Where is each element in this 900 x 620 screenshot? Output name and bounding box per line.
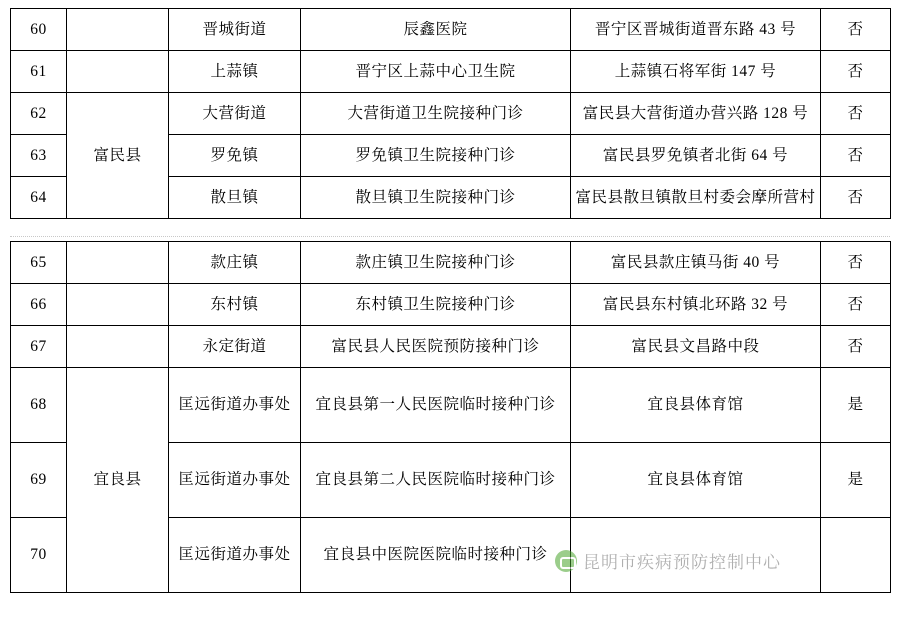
cell-area-empty xyxy=(67,242,169,284)
cell-site: 大营街道卫生院接种门诊 xyxy=(301,93,571,135)
cell-flag: 否 xyxy=(821,284,891,326)
cell-town: 款庄镇 xyxy=(169,242,301,284)
cell-no: 69 xyxy=(11,443,67,518)
page-break-divider xyxy=(10,236,890,237)
cell-site: 辰鑫医院 xyxy=(301,9,571,51)
table-row xyxy=(11,284,891,326)
cell-address: 富民县文昌路中段 xyxy=(571,326,821,368)
cell-flag: 是 xyxy=(821,368,891,443)
cell-no: 66 xyxy=(11,284,67,326)
table-row xyxy=(11,9,891,51)
cell-no: 65 xyxy=(11,242,67,284)
cell-town: 罗免镇 xyxy=(169,135,301,177)
cell-no: 64 xyxy=(11,177,67,219)
table-row xyxy=(11,326,891,368)
cell-site: 宜良县第一人民医院临时接种门诊 xyxy=(301,368,571,443)
cell-town: 永定街道 xyxy=(169,326,301,368)
cell-area: 富民县 xyxy=(67,93,169,219)
cell-town: 散旦镇 xyxy=(169,177,301,219)
cell-flag: 是 xyxy=(821,443,891,518)
cell-flag: 否 xyxy=(821,177,891,219)
cell-site: 东村镇卫生院接种门诊 xyxy=(301,284,571,326)
cell-no: 70 xyxy=(11,518,67,593)
cell-address: 富民县东村镇北环路 32 号 xyxy=(571,284,821,326)
cell-flag: 否 xyxy=(821,51,891,93)
cell-no: 61 xyxy=(11,51,67,93)
cell-area-empty xyxy=(67,9,169,51)
cell-site: 罗免镇卫生院接种门诊 xyxy=(301,135,571,177)
table-block-bottom xyxy=(0,241,891,593)
cell-no: 60 xyxy=(11,9,67,51)
cell-area-empty xyxy=(67,326,169,368)
cell-flag: 否 xyxy=(821,326,891,368)
cell-address: 宜良县体育馆 xyxy=(571,443,821,518)
cell-site: 富民县人民医院预防接种门诊 xyxy=(301,326,571,368)
cell-flag: 否 xyxy=(821,93,891,135)
cell-address: 宜良县体育馆 xyxy=(571,368,821,443)
table-row xyxy=(11,368,891,443)
cell-address: 富民县款庄镇马街 40 号 xyxy=(571,242,821,284)
table-row xyxy=(11,93,891,135)
vaccination-sites-table-bottom xyxy=(10,241,891,593)
cell-address: 晋宁区晋城街道晋东路 43 号 xyxy=(571,9,821,51)
table-row xyxy=(11,51,891,93)
cell-town: 匡远街道办事处 xyxy=(169,518,301,593)
cell-address: 上蒜镇石将军街 147 号 xyxy=(571,51,821,93)
cell-address: 富民县大营街道办营兴路 128 号 xyxy=(571,93,821,135)
cell-address xyxy=(571,518,821,593)
cell-site: 晋宁区上蒜中心卫生院 xyxy=(301,51,571,93)
watermark-text: 昆明市疾病预防控制中心 xyxy=(583,553,781,572)
vaccination-sites-table-top xyxy=(10,8,891,219)
cell-no: 67 xyxy=(11,326,67,368)
table-row xyxy=(11,242,891,284)
cell-area: 宜良县 xyxy=(67,368,169,593)
cell-site: 宜良县第二人民医院临时接种门诊 xyxy=(301,443,571,518)
cell-flag: 否 xyxy=(821,9,891,51)
cell-no: 62 xyxy=(11,93,67,135)
cell-area-empty xyxy=(67,51,169,93)
cell-no: 68 xyxy=(11,368,67,443)
cell-site: 款庄镇卫生院接种门诊 xyxy=(301,242,571,284)
cell-address: 富民县散旦镇散旦村委会摩所营村 xyxy=(571,177,821,219)
cell-town: 上蒜镇 xyxy=(169,51,301,93)
cell-town: 匡远街道办事处 xyxy=(169,443,301,518)
table-block-top xyxy=(0,8,891,219)
cell-town: 大营街道 xyxy=(169,93,301,135)
cell-address: 富民县罗免镇者北街 64 号 xyxy=(571,135,821,177)
cell-no: 63 xyxy=(11,135,67,177)
cell-flag: 否 xyxy=(821,242,891,284)
cell-town: 东村镇 xyxy=(169,284,301,326)
cell-flag xyxy=(821,518,891,593)
cell-site: 散旦镇卫生院接种门诊 xyxy=(301,177,571,219)
cell-site: 宜良县中医院医院临时接种门诊 xyxy=(301,518,571,593)
cell-flag: 否 xyxy=(821,135,891,177)
cell-town: 晋城街道 xyxy=(169,9,301,51)
cell-area-empty xyxy=(67,284,169,326)
cell-town: 匡远街道办事处 xyxy=(169,368,301,443)
